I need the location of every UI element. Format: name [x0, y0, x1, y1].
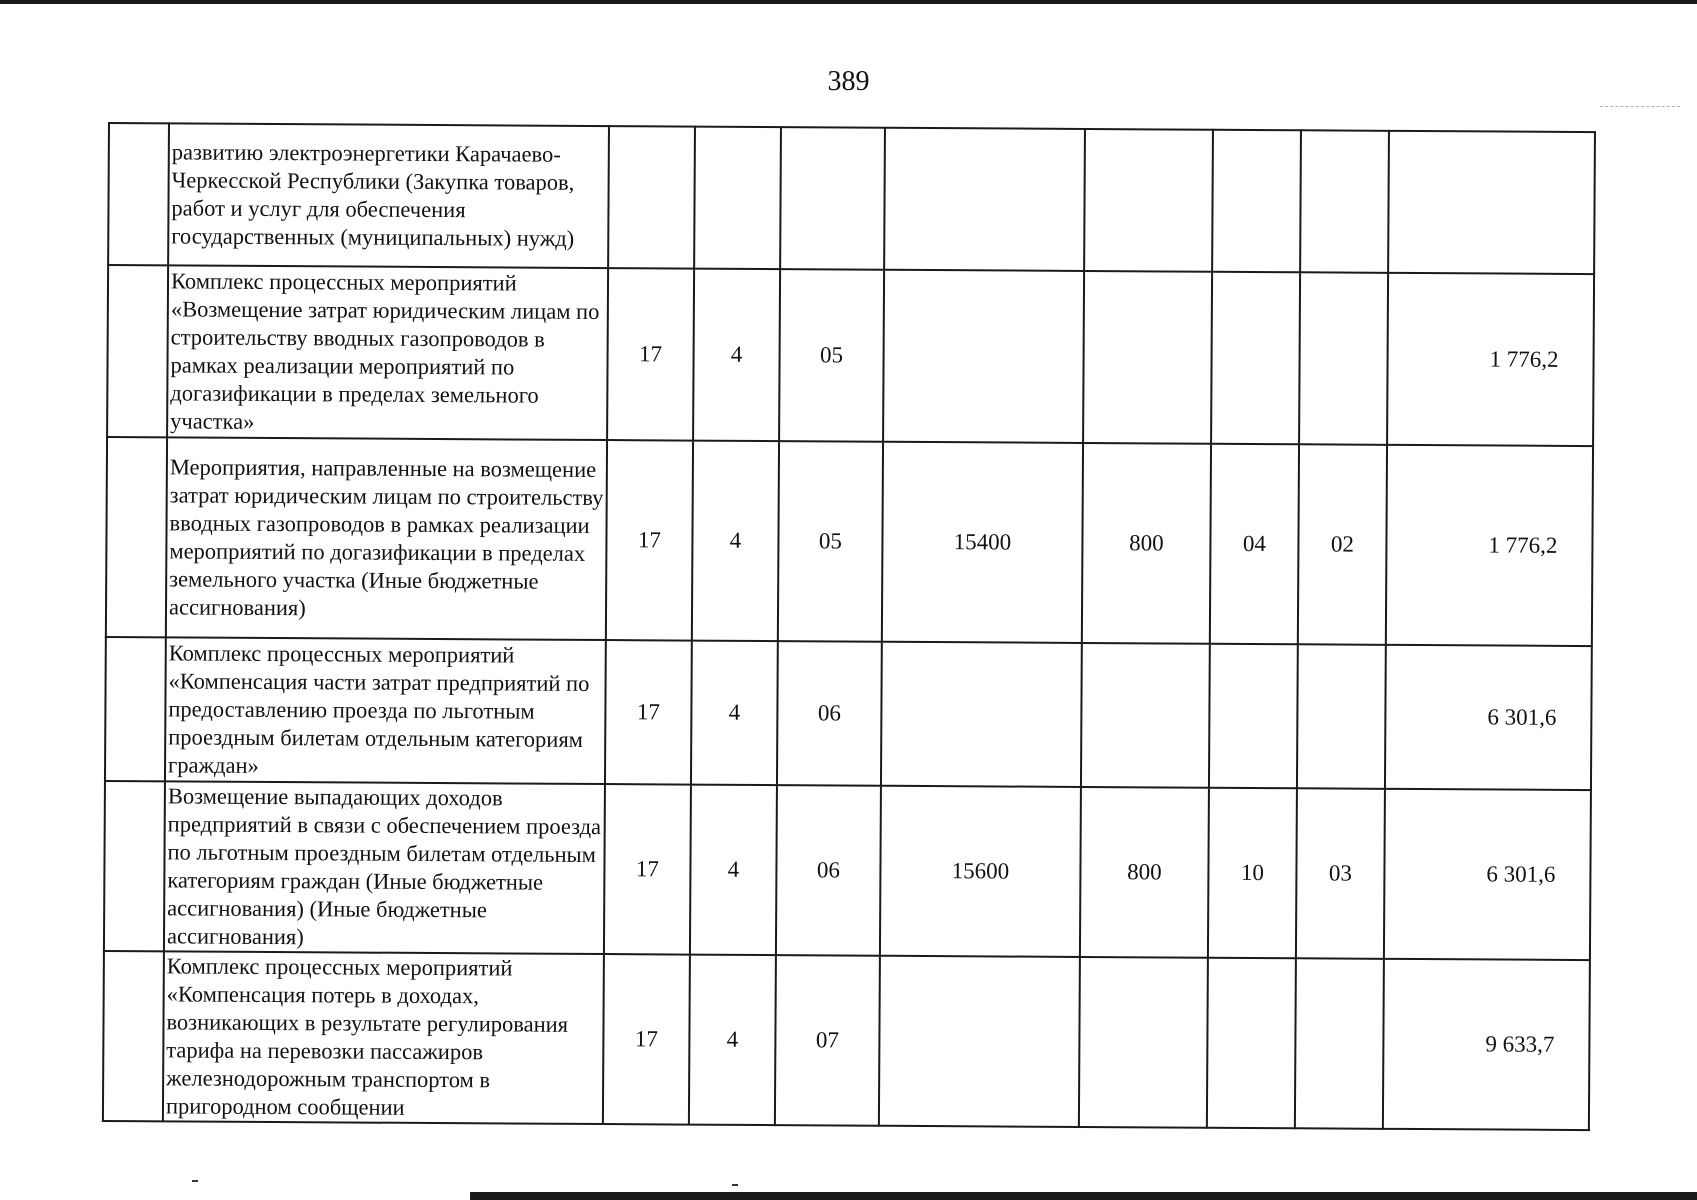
budget-table [102, 122, 1596, 1131]
code-cell: 4 [689, 955, 776, 1126]
code-cell [1295, 958, 1384, 1129]
amount-cell: 9 633,7 [1383, 959, 1590, 1130]
row-index-cell [108, 123, 169, 265]
scan-artifact-rule [1600, 106, 1680, 108]
table-row [103, 951, 1590, 1130]
table-row [106, 437, 1593, 646]
code-cell: 17 [607, 268, 694, 441]
table-row [108, 123, 1595, 274]
table-row [107, 265, 1594, 446]
code-cell: 4 [693, 269, 780, 442]
code-cell [883, 270, 1084, 443]
code-cell [694, 127, 781, 270]
row-description: Комплекс процессных мероприятий «Возмещение затрат юридическим лицам по строительству вводных газопроводов в рамках реализации мероприятий по догазификации в пределах земельного участка» [167, 265, 608, 440]
code-cell [1211, 272, 1300, 445]
table-row [104, 781, 1591, 960]
amount-cell: 1 776,2 [1387, 273, 1594, 446]
row-index-cell [106, 437, 167, 637]
page-number: 389 [827, 66, 870, 97]
scan-edge-bottom [470, 1192, 1697, 1200]
code-cell [884, 128, 1085, 271]
code-cell: 10 [1208, 788, 1297, 959]
row-description: Мероприятия, направленные на возмещение затрат юридическим лицам по строительству вводных газопроводов в рамках реализации мероприятий по догазификации в пределах земельного участка (Иные бюджетные ассигнования) [166, 437, 607, 640]
amount-cell: 6 301,6 [1384, 789, 1591, 960]
code-cell [1079, 957, 1208, 1128]
code-cell [1212, 130, 1301, 273]
code-cell: 4 [690, 785, 777, 956]
scan-speck [732, 1184, 738, 1186]
code-cell: 04 [1210, 444, 1299, 645]
code-cell [1209, 644, 1298, 789]
amount-cell: 6 301,6 [1385, 645, 1592, 790]
code-cell [1083, 271, 1212, 444]
row-description: Комплекс процессных мероприятий «Компенсация части затрат предприятий по предоставлению проезда по льготным проездным билетам отдельным категориям граждан» [165, 637, 606, 784]
code-cell: 800 [1080, 787, 1209, 958]
code-cell: 02 [1298, 444, 1387, 645]
code-cell [608, 126, 695, 269]
code-cell: 800 [1082, 443, 1211, 644]
code-cell [1207, 958, 1296, 1129]
amount-cell: 1 776,2 [1386, 445, 1593, 646]
code-cell: 17 [603, 954, 690, 1125]
code-cell: 4 [691, 641, 778, 786]
scan-edge-top [0, 0, 1697, 4]
code-cell: 05 [778, 441, 883, 642]
code-cell: 06 [776, 785, 881, 956]
code-cell [780, 127, 885, 270]
code-cell [1081, 643, 1210, 788]
row-index-cell [107, 265, 168, 437]
amount-cell [1388, 131, 1595, 274]
scan-speck [192, 1180, 198, 1182]
code-cell [879, 956, 1080, 1127]
code-cell: 17 [606, 440, 693, 641]
code-cell: 03 [1296, 788, 1385, 959]
code-cell: 15600 [880, 786, 1081, 957]
row-index-cell [104, 781, 165, 951]
row-description: Комплекс процессных мероприятий «Компенсация потерь в доходах, возникающих в результате регулирования тарифа на перевозки пассажиров железнодорожным транспортом в пригородном сообщении [163, 951, 604, 1124]
row-index-cell [103, 951, 164, 1121]
code-cell [1297, 644, 1386, 789]
code-cell [1084, 129, 1213, 272]
code-cell: 17 [604, 784, 691, 955]
code-cell: 06 [777, 641, 882, 786]
row-index-cell [105, 637, 166, 781]
code-cell: 15400 [882, 442, 1083, 643]
code-cell: 07 [775, 955, 880, 1126]
row-description: Возмещение выпадающих доходов предприятий в связи с обеспечением проезда по льготным проездным билетам отдельным категориям граждан (Иные бюджетные ассигнования) (Иные бюджетные ассигнования) [164, 781, 605, 954]
code-cell [1300, 130, 1389, 273]
code-cell: 4 [692, 441, 779, 642]
row-description: развитию электроэнергетики Карачаево-Черкесской Республики (Закупка товаров, работ и услуг для обеспечения государственных (муниципальных) нужд) [168, 123, 609, 268]
code-cell: 17 [605, 640, 692, 785]
code-cell: 05 [779, 269, 884, 442]
table-row [105, 637, 1592, 790]
code-cell [881, 642, 1082, 787]
code-cell [1299, 272, 1388, 445]
